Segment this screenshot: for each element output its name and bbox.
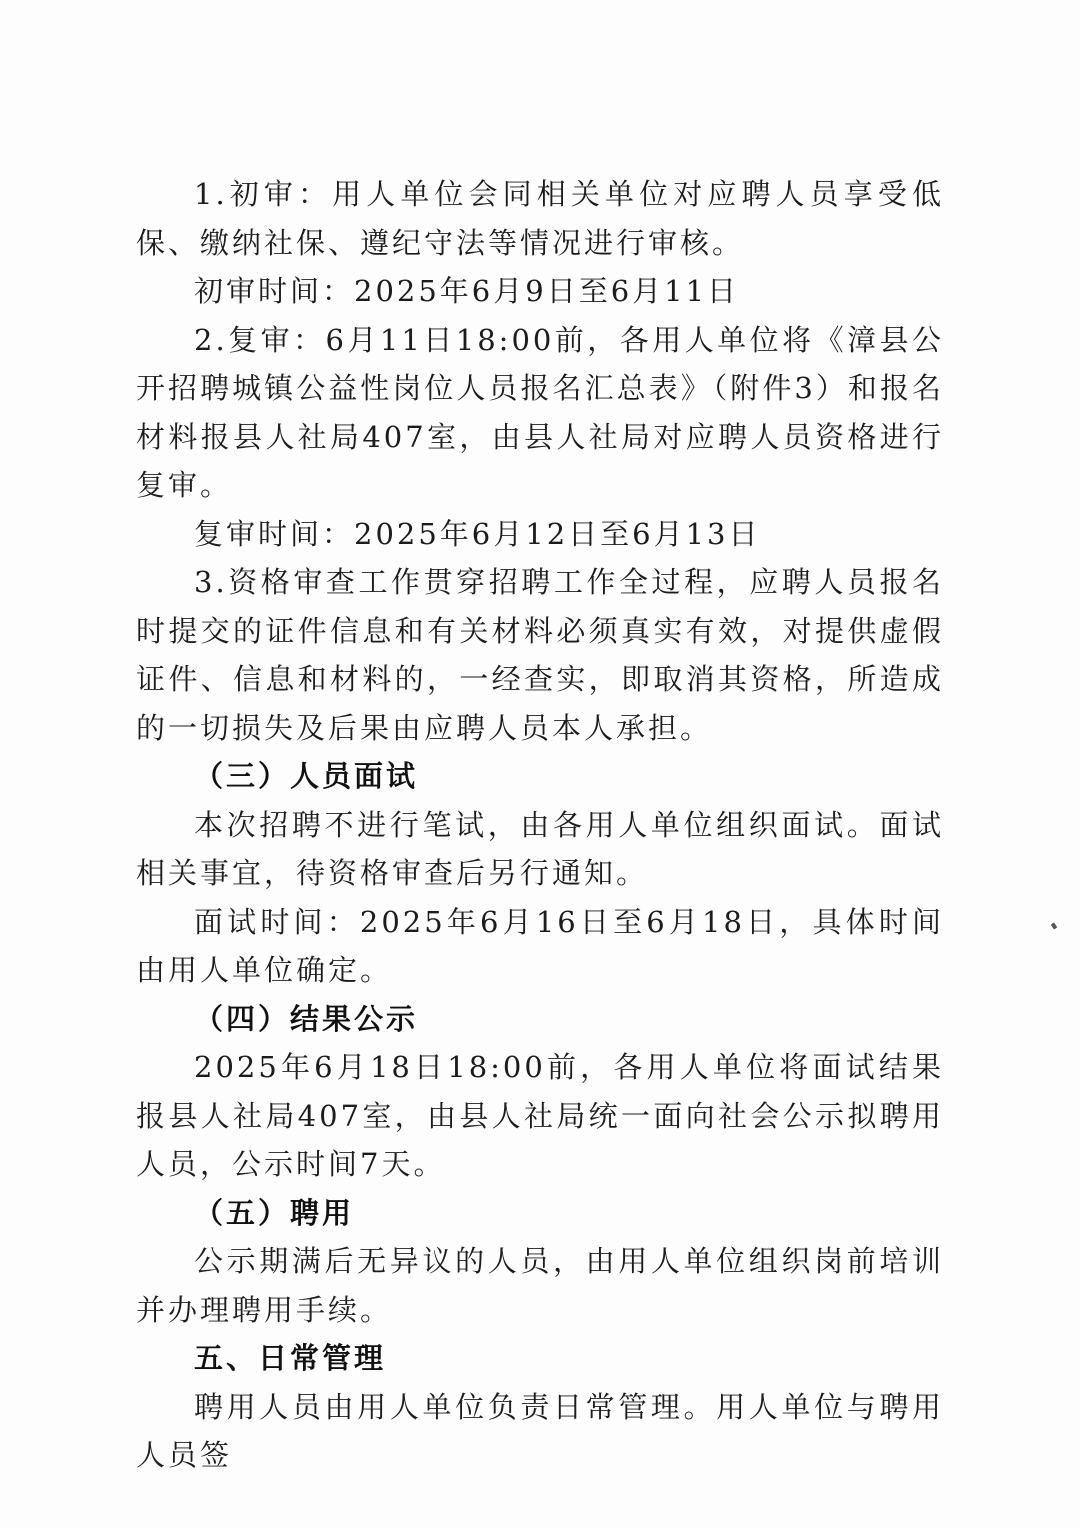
paragraph-re-review: 2.复审：6月11日18:00前，各用人单位将《漳县公开招聘城镇公益性岗位人员报名汇总表》（附件3）和报名材料报县人社局407室，由县人社局对应聘人员资格进行复审。 bbox=[136, 322, 944, 502]
paragraph-initial-review-time: 初审时间：2025年6月9日至6月11日 bbox=[194, 274, 740, 308]
scan-speck-mark bbox=[1051, 922, 1058, 929]
section-heading-daily-management: 五、日常管理 bbox=[194, 1341, 387, 1375]
paragraph-result-publicity: 2025年6月18日18:00前，各用人单位将面试结果报县人社局407室，由县人社局统一面向社会公示拟聘用人员，公示时间7天。 bbox=[136, 1050, 944, 1181]
paragraph-re-review-time: 复审时间：2025年6月12日至6月13日 bbox=[194, 516, 761, 551]
subhead-interview: （三）人员面试 bbox=[194, 759, 419, 793]
paragraph-hiring: 公示期满后无异议的人员，由用人单位组织岗前培训并办理聘用手续。 bbox=[136, 1244, 944, 1327]
paragraph-initial-review: 1.初审：用人单位会同相关单位对应聘人员享受低保、缴纳社保、遵纪守法等情况进行审核。 bbox=[136, 177, 944, 260]
paragraph-interview: 本次招聘不进行笔试，由各用人单位组织面试。面试相关事宜，待资格审查后另行通知。 bbox=[136, 807, 944, 890]
subhead-hiring: （五）聘用 bbox=[194, 1195, 355, 1230]
document-body bbox=[136, 170, 944, 1480]
paragraph-interview-time: 面试时间：2025年6月16日至6月18日，具体时间由用人单位确定。 bbox=[136, 904, 944, 987]
paragraph-daily-management: 聘用人员由用人单位负责日常管理。用人单位与聘用人员签 bbox=[136, 1389, 944, 1472]
subhead-result-publicity: （四）结果公示 bbox=[194, 1001, 419, 1036]
paragraph-qualification-check: 3.资格审查工作贯穿招聘工作全过程，应聘人员报名时提交的证件信息和有关材料必须真实有效，对提供虚假证件、信息和材料的，一经查实，即取消其资格，所造成的一切损失及后果由应聘人员本人承担。 bbox=[136, 565, 944, 745]
